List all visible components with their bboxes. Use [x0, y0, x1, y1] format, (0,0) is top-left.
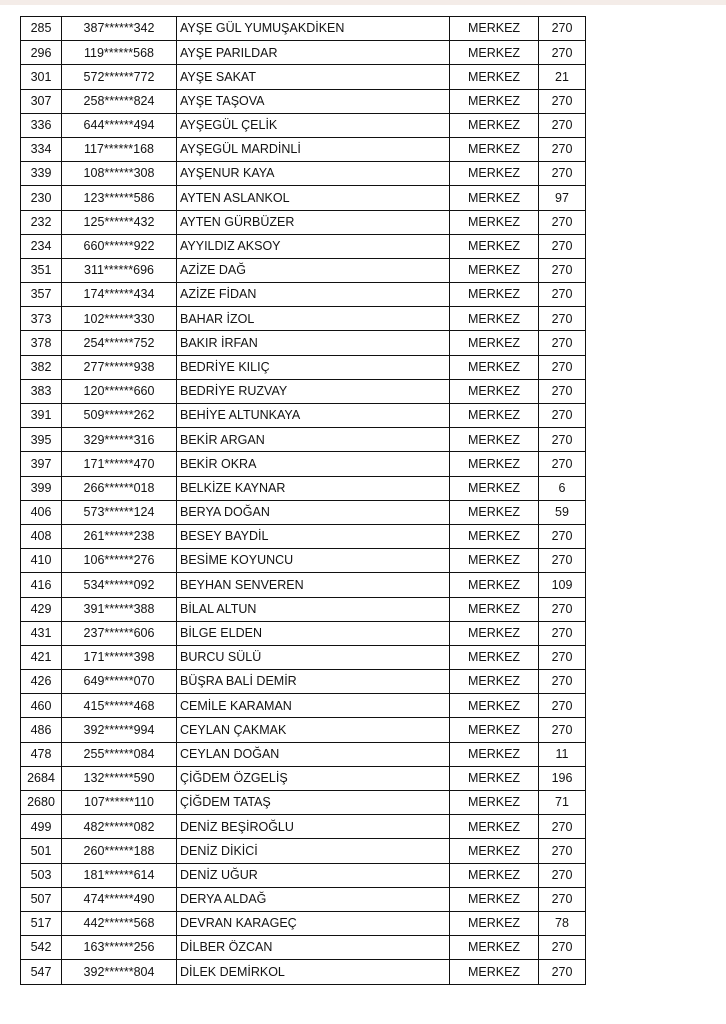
name-cell: BEDRİYE RUZVAY [177, 379, 450, 403]
row-number-cell: 542 [21, 936, 62, 960]
unit-cell: MERKEZ [450, 452, 539, 476]
name-cell: CEYLAN ÇAKMAK [177, 718, 450, 742]
row-number-cell: 406 [21, 500, 62, 524]
table-row [21, 41, 586, 65]
records-table-body [21, 17, 586, 985]
name-cell: AYŞE PARILDAR [177, 41, 450, 65]
value-cell: 270 [539, 113, 586, 137]
unit-cell: MERKEZ [450, 815, 539, 839]
row-number-cell: 339 [21, 162, 62, 186]
value-cell: 270 [539, 936, 586, 960]
masked-id-cell: 660******922 [62, 234, 177, 258]
value-cell: 59 [539, 500, 586, 524]
unit-cell: MERKEZ [450, 89, 539, 113]
value-cell: 270 [539, 41, 586, 65]
records-table [20, 16, 586, 985]
value-cell: 97 [539, 186, 586, 210]
row-number-cell: 429 [21, 597, 62, 621]
value-cell: 270 [539, 234, 586, 258]
unit-cell: MERKEZ [450, 960, 539, 984]
value-cell: 78 [539, 911, 586, 935]
masked-id-cell: 415******468 [62, 694, 177, 718]
value-cell: 270 [539, 258, 586, 282]
name-cell: AYŞE GÜL YUMUŞAKDİKEN [177, 17, 450, 41]
top-edge-strip [0, 0, 726, 5]
value-cell: 270 [539, 283, 586, 307]
masked-id-cell: 649******070 [62, 670, 177, 694]
row-number-cell: 351 [21, 258, 62, 282]
masked-id-cell: 102******330 [62, 307, 177, 331]
unit-cell: MERKEZ [450, 379, 539, 403]
unit-cell: MERKEZ [450, 694, 539, 718]
table-row [21, 911, 586, 935]
name-cell: AYŞEGÜL ÇELİK [177, 113, 450, 137]
masked-id-cell: 277******938 [62, 355, 177, 379]
unit-cell: MERKEZ [450, 41, 539, 65]
row-number-cell: 397 [21, 452, 62, 476]
masked-id-cell: 572******772 [62, 65, 177, 89]
unit-cell: MERKEZ [450, 234, 539, 258]
row-number-cell: 334 [21, 137, 62, 161]
unit-cell: MERKEZ [450, 791, 539, 815]
name-cell: AYTEN ASLANKOL [177, 186, 450, 210]
row-number-cell: 395 [21, 428, 62, 452]
table-row [21, 162, 586, 186]
table-row [21, 524, 586, 548]
unit-cell: MERKEZ [450, 718, 539, 742]
name-cell: AYŞE SAKAT [177, 65, 450, 89]
name-cell: DENİZ UĞUR [177, 863, 450, 887]
table-row [21, 645, 586, 669]
row-number-cell: 2684 [21, 766, 62, 790]
value-cell: 270 [539, 815, 586, 839]
row-number-cell: 499 [21, 815, 62, 839]
row-number-cell: 486 [21, 718, 62, 742]
name-cell: CEYLAN DOĞAN [177, 742, 450, 766]
row-number-cell: 503 [21, 863, 62, 887]
table-row [21, 936, 586, 960]
masked-id-cell: 261******238 [62, 524, 177, 548]
value-cell: 270 [539, 524, 586, 548]
name-cell: BİLGE ELDEN [177, 621, 450, 645]
table-row [21, 65, 586, 89]
unit-cell: MERKEZ [450, 524, 539, 548]
masked-id-cell: 171******470 [62, 452, 177, 476]
masked-id-cell: 392******994 [62, 718, 177, 742]
unit-cell: MERKEZ [450, 65, 539, 89]
unit-cell: MERKEZ [450, 17, 539, 41]
table-row [21, 331, 586, 355]
row-number-cell: 382 [21, 355, 62, 379]
name-cell: AYYILDIZ AKSOY [177, 234, 450, 258]
unit-cell: MERKEZ [450, 113, 539, 137]
value-cell: 270 [539, 694, 586, 718]
unit-cell: MERKEZ [450, 137, 539, 161]
table-row [21, 815, 586, 839]
name-cell: BEKİR OKRA [177, 452, 450, 476]
value-cell: 270 [539, 452, 586, 476]
unit-cell: MERKEZ [450, 742, 539, 766]
row-number-cell: 421 [21, 645, 62, 669]
name-cell: BEHİYE ALTUNKAYA [177, 404, 450, 428]
value-cell: 270 [539, 428, 586, 452]
masked-id-cell: 329******316 [62, 428, 177, 452]
name-cell: AZİZE DAĞ [177, 258, 450, 282]
masked-id-cell: 573******124 [62, 500, 177, 524]
masked-id-cell: 106******276 [62, 549, 177, 573]
masked-id-cell: 174******434 [62, 283, 177, 307]
table-row [21, 887, 586, 911]
unit-cell: MERKEZ [450, 331, 539, 355]
masked-id-cell: 260******188 [62, 839, 177, 863]
value-cell: 270 [539, 670, 586, 694]
table-row [21, 210, 586, 234]
masked-id-cell: 125******432 [62, 210, 177, 234]
row-number-cell: 431 [21, 621, 62, 645]
table-row [21, 283, 586, 307]
masked-id-cell: 509******262 [62, 404, 177, 428]
value-cell: 71 [539, 791, 586, 815]
unit-cell: MERKEZ [450, 258, 539, 282]
masked-id-cell: 482******082 [62, 815, 177, 839]
table-row [21, 379, 586, 403]
table-row [21, 258, 586, 282]
value-cell: 270 [539, 863, 586, 887]
name-cell: BERYA DOĞAN [177, 500, 450, 524]
unit-cell: MERKEZ [450, 355, 539, 379]
value-cell: 270 [539, 549, 586, 573]
unit-cell: MERKEZ [450, 404, 539, 428]
value-cell: 270 [539, 162, 586, 186]
value-cell: 270 [539, 887, 586, 911]
table-row [21, 452, 586, 476]
value-cell: 270 [539, 307, 586, 331]
value-cell: 270 [539, 89, 586, 113]
row-number-cell: 410 [21, 549, 62, 573]
name-cell: AYŞEGÜL MARDİNLİ [177, 137, 450, 161]
table-row [21, 307, 586, 331]
value-cell: 270 [539, 960, 586, 984]
table-row [21, 621, 586, 645]
masked-id-cell: 391******388 [62, 597, 177, 621]
name-cell: ÇİĞDEM ÖZGELİŞ [177, 766, 450, 790]
masked-id-cell: 132******590 [62, 766, 177, 790]
masked-id-cell: 258******824 [62, 89, 177, 113]
value-cell: 270 [539, 645, 586, 669]
masked-id-cell: 120******660 [62, 379, 177, 403]
row-number-cell: 517 [21, 911, 62, 935]
value-cell: 270 [539, 17, 586, 41]
masked-id-cell: 108******308 [62, 162, 177, 186]
value-cell: 270 [539, 839, 586, 863]
table-row [21, 791, 586, 815]
name-cell: BİLAL ALTUN [177, 597, 450, 621]
table-row [21, 234, 586, 258]
row-number-cell: 307 [21, 89, 62, 113]
masked-id-cell: 181******614 [62, 863, 177, 887]
value-cell: 270 [539, 379, 586, 403]
value-cell: 270 [539, 137, 586, 161]
row-number-cell: 234 [21, 234, 62, 258]
name-cell: BAHAR İZOL [177, 307, 450, 331]
table-row [21, 839, 586, 863]
unit-cell: MERKEZ [450, 573, 539, 597]
table-row [21, 355, 586, 379]
name-cell: ÇİĞDEM TATAŞ [177, 791, 450, 815]
table-row [21, 17, 586, 41]
row-number-cell: 357 [21, 283, 62, 307]
row-number-cell: 378 [21, 331, 62, 355]
name-cell: CEMİLE KARAMAN [177, 694, 450, 718]
unit-cell: MERKEZ [450, 936, 539, 960]
name-cell: AYŞE TAŞOVA [177, 89, 450, 113]
row-number-cell: 416 [21, 573, 62, 597]
value-cell: 270 [539, 621, 586, 645]
row-number-cell: 408 [21, 524, 62, 548]
table-row [21, 573, 586, 597]
row-number-cell: 399 [21, 476, 62, 500]
value-cell: 270 [539, 597, 586, 621]
masked-id-cell: 644******494 [62, 113, 177, 137]
row-number-cell: 501 [21, 839, 62, 863]
row-number-cell: 547 [21, 960, 62, 984]
masked-id-cell: 254******752 [62, 331, 177, 355]
table-row [21, 960, 586, 984]
unit-cell: MERKEZ [450, 307, 539, 331]
document-page [20, 16, 586, 985]
name-cell: AYŞENUR KAYA [177, 162, 450, 186]
table-row [21, 113, 586, 137]
unit-cell: MERKEZ [450, 766, 539, 790]
row-number-cell: 296 [21, 41, 62, 65]
unit-cell: MERKEZ [450, 162, 539, 186]
masked-id-cell: 266******018 [62, 476, 177, 500]
masked-id-cell: 119******568 [62, 41, 177, 65]
masked-id-cell: 387******342 [62, 17, 177, 41]
masked-id-cell: 163******256 [62, 936, 177, 960]
masked-id-cell: 442******568 [62, 911, 177, 935]
row-number-cell: 383 [21, 379, 62, 403]
table-row [21, 742, 586, 766]
masked-id-cell: 534******092 [62, 573, 177, 597]
table-row [21, 186, 586, 210]
table-row [21, 404, 586, 428]
unit-cell: MERKEZ [450, 645, 539, 669]
row-number-cell: 285 [21, 17, 62, 41]
table-row [21, 549, 586, 573]
table-row [21, 694, 586, 718]
name-cell: BEKİR ARGAN [177, 428, 450, 452]
name-cell: DİLEK DEMİRKOL [177, 960, 450, 984]
value-cell: 270 [539, 718, 586, 742]
row-number-cell: 232 [21, 210, 62, 234]
value-cell: 6 [539, 476, 586, 500]
unit-cell: MERKEZ [450, 670, 539, 694]
value-cell: 270 [539, 210, 586, 234]
row-number-cell: 478 [21, 742, 62, 766]
table-row [21, 718, 586, 742]
unit-cell: MERKEZ [450, 283, 539, 307]
unit-cell: MERKEZ [450, 911, 539, 935]
masked-id-cell: 237******606 [62, 621, 177, 645]
row-number-cell: 336 [21, 113, 62, 137]
row-number-cell: 230 [21, 186, 62, 210]
masked-id-cell: 392******804 [62, 960, 177, 984]
table-row [21, 863, 586, 887]
masked-id-cell: 107******110 [62, 791, 177, 815]
name-cell: DENİZ DİKİCİ [177, 839, 450, 863]
masked-id-cell: 311******696 [62, 258, 177, 282]
masked-id-cell: 123******586 [62, 186, 177, 210]
name-cell: BURCU SÜLÜ [177, 645, 450, 669]
name-cell: DERYA ALDAĞ [177, 887, 450, 911]
unit-cell: MERKEZ [450, 863, 539, 887]
unit-cell: MERKEZ [450, 597, 539, 621]
value-cell: 109 [539, 573, 586, 597]
name-cell: BELKİZE KAYNAR [177, 476, 450, 500]
row-number-cell: 507 [21, 887, 62, 911]
unit-cell: MERKEZ [450, 186, 539, 210]
value-cell: 196 [539, 766, 586, 790]
name-cell: AZİZE FİDAN [177, 283, 450, 307]
table-row [21, 500, 586, 524]
name-cell: AYTEN GÜRBÜZER [177, 210, 450, 234]
value-cell: 11 [539, 742, 586, 766]
row-number-cell: 426 [21, 670, 62, 694]
name-cell: DENİZ BEŞİROĞLU [177, 815, 450, 839]
table-row [21, 766, 586, 790]
unit-cell: MERKEZ [450, 549, 539, 573]
row-number-cell: 460 [21, 694, 62, 718]
table-row [21, 670, 586, 694]
row-number-cell: 391 [21, 404, 62, 428]
unit-cell: MERKEZ [450, 839, 539, 863]
name-cell: BESİME KOYUNCU [177, 549, 450, 573]
name-cell: BEYHAN SENVEREN [177, 573, 450, 597]
masked-id-cell: 255******084 [62, 742, 177, 766]
table-row [21, 89, 586, 113]
unit-cell: MERKEZ [450, 621, 539, 645]
unit-cell: MERKEZ [450, 500, 539, 524]
row-number-cell: 301 [21, 65, 62, 89]
value-cell: 270 [539, 404, 586, 428]
table-row [21, 137, 586, 161]
unit-cell: MERKEZ [450, 887, 539, 911]
masked-id-cell: 171******398 [62, 645, 177, 669]
name-cell: BESEY BAYDİL [177, 524, 450, 548]
unit-cell: MERKEZ [450, 428, 539, 452]
name-cell: BAKIR İRFAN [177, 331, 450, 355]
name-cell: BEDRİYE KILIÇ [177, 355, 450, 379]
masked-id-cell: 117******168 [62, 137, 177, 161]
name-cell: DİLBER ÖZCAN [177, 936, 450, 960]
table-row [21, 597, 586, 621]
value-cell: 21 [539, 65, 586, 89]
table-row [21, 476, 586, 500]
name-cell: DEVRAN KARAGEÇ [177, 911, 450, 935]
row-number-cell: 373 [21, 307, 62, 331]
table-row [21, 428, 586, 452]
unit-cell: MERKEZ [450, 210, 539, 234]
value-cell: 270 [539, 355, 586, 379]
unit-cell: MERKEZ [450, 476, 539, 500]
masked-id-cell: 474******490 [62, 887, 177, 911]
name-cell: BÜŞRA BALİ DEMİR [177, 670, 450, 694]
row-number-cell: 2680 [21, 791, 62, 815]
value-cell: 270 [539, 331, 586, 355]
